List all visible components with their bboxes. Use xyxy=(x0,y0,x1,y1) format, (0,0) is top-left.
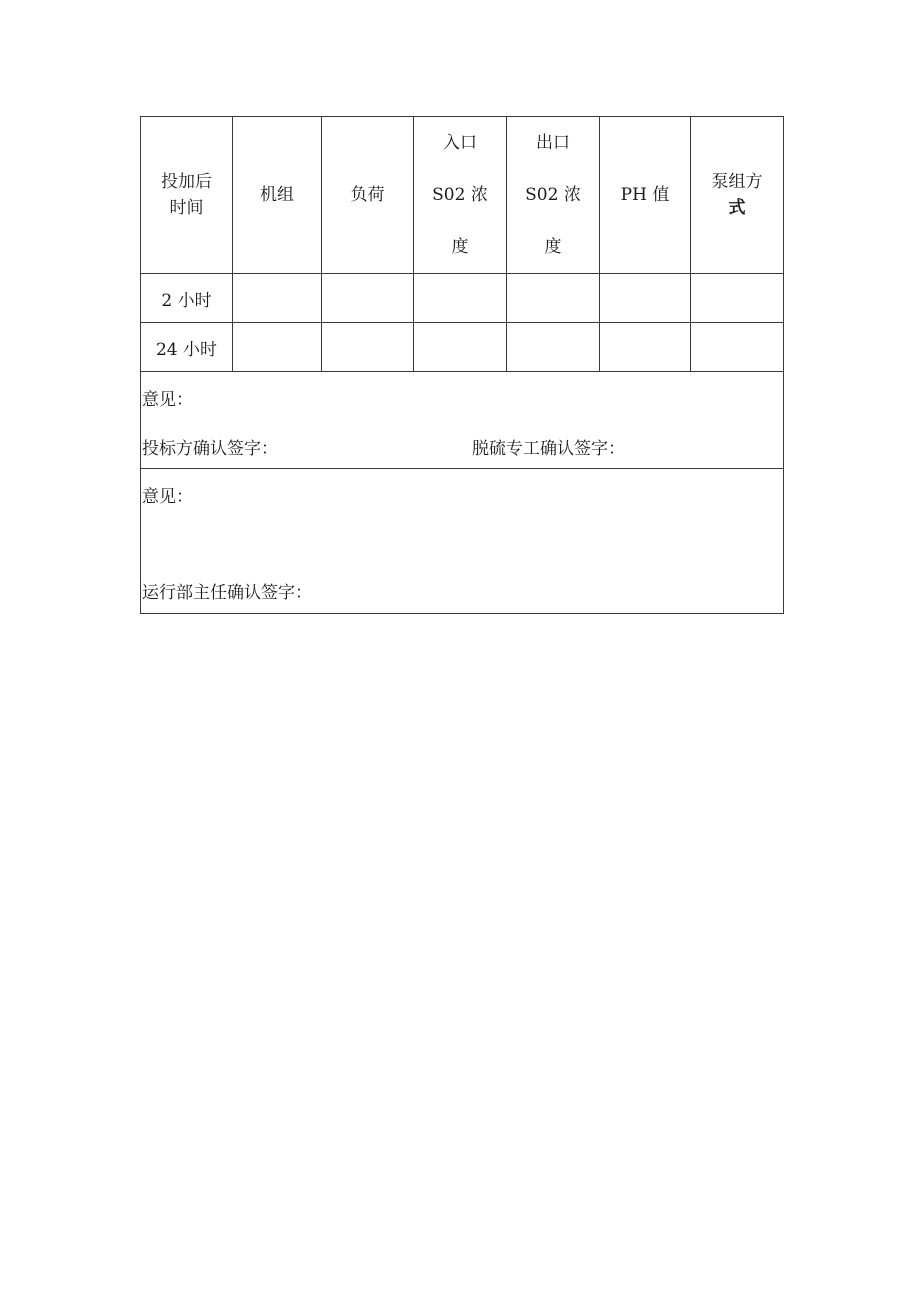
cell-unit-24h[interactable] xyxy=(233,323,322,372)
opinion-label-2: 意见： xyxy=(142,487,193,507)
header-unit: 机组 xyxy=(260,185,294,205)
engineer-signature-label: 脱硫专工确认签字： xyxy=(472,439,625,459)
table-row xyxy=(141,274,784,323)
header-inlet-so2: 入口 S02 浓 度 xyxy=(432,133,488,257)
header-load: 负荷 xyxy=(350,185,385,205)
cell-ph-2h[interactable] xyxy=(600,274,691,323)
cell-unit-2h[interactable] xyxy=(233,274,322,323)
header-outlet-cell xyxy=(507,117,600,274)
header-row xyxy=(141,117,784,274)
opinion-row-1 xyxy=(141,372,784,469)
cell-inlet-24h[interactable] xyxy=(414,323,507,372)
row-label-2h: 2 小时 xyxy=(141,274,233,323)
cell-pump-2h[interactable] xyxy=(691,274,784,323)
opinion-label-1: 意见： xyxy=(142,390,193,410)
header-pump-cell xyxy=(691,117,784,274)
header-pump-line2: 式 xyxy=(728,198,746,218)
cell-inlet-2h[interactable] xyxy=(414,274,507,323)
cell-load-2h[interactable] xyxy=(322,274,414,323)
header-ph: PH 值 xyxy=(620,185,670,205)
header-pump-line1: 泵组方 xyxy=(711,172,763,192)
header-inlet-cell xyxy=(414,117,507,274)
header-time: 投加后 时间 xyxy=(161,172,212,218)
opinion-block-1[interactable] xyxy=(141,372,784,469)
cell-outlet-24h[interactable] xyxy=(507,323,600,372)
header-load-cell xyxy=(322,117,414,274)
director-signature-label: 运行部主任确认签字： xyxy=(142,583,312,603)
header-outlet-so2: 出口 S02 浓 度 xyxy=(525,133,581,257)
row-label-24h: 24 小时 xyxy=(141,323,233,372)
test-record-table xyxy=(140,116,784,614)
header-unit-cell xyxy=(233,117,322,274)
header-pump-mode xyxy=(705,169,769,221)
cell-load-24h[interactable] xyxy=(322,323,414,372)
header-ph-cell xyxy=(600,117,691,274)
bidder-signature-label: 投标方确认签字： xyxy=(142,439,278,459)
cell-pump-24h[interactable] xyxy=(691,323,784,372)
header-time-cell xyxy=(141,117,233,274)
cell-ph-24h[interactable] xyxy=(600,323,691,372)
opinion-row-2 xyxy=(141,469,784,614)
opinion-block-2[interactable] xyxy=(141,469,784,614)
table-row xyxy=(141,323,784,372)
cell-outlet-2h[interactable] xyxy=(507,274,600,323)
